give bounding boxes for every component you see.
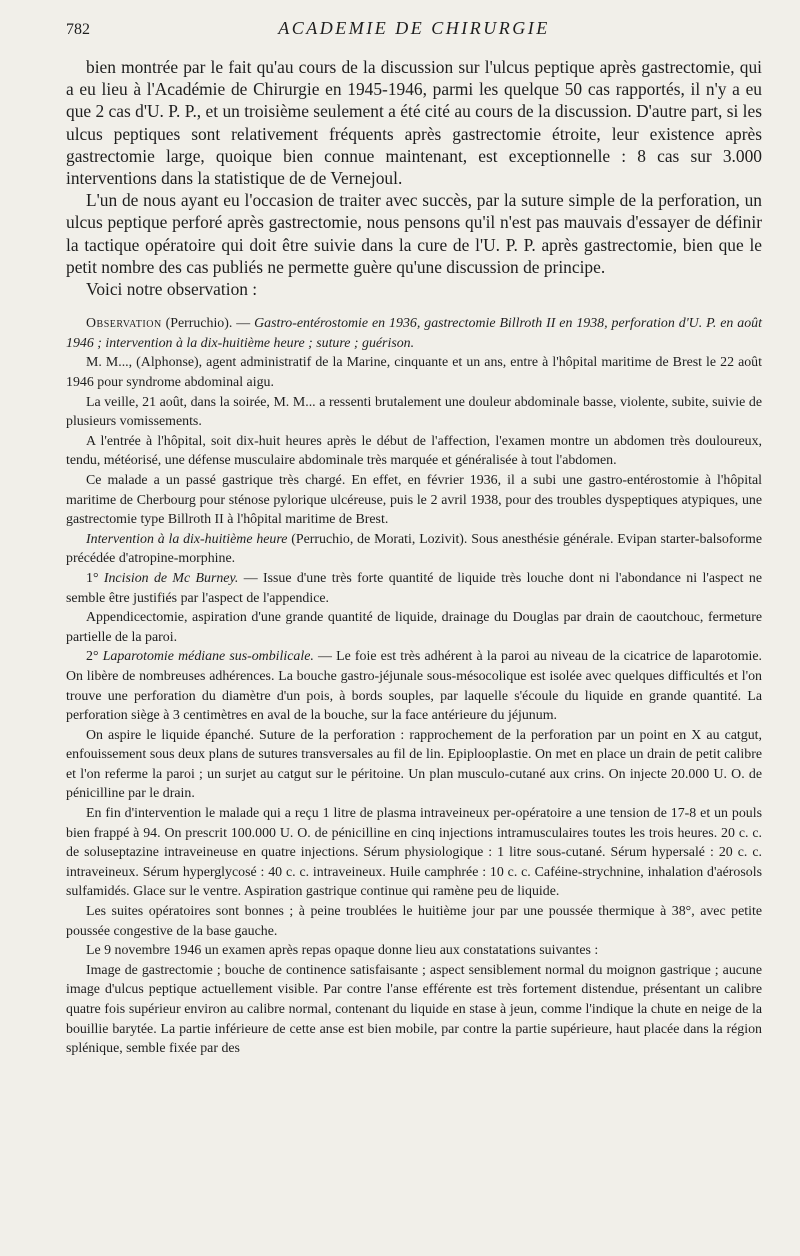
body-paragraph: L'un de nous ayant eu l'occasion de traiter avec succès, par la suture simple de la perforation, un ulcus peptique perforé après gastrectomie, nous pensons qu'il n'est pas mauvais d'essayer de définir la tactique opératoire qui doit être suivie dans la cure de l'U. P. P. après gastrectomie, bien que le petit nombre des cas publiés ne permette guère qu'une discussion de principe. [66,190,762,277]
intervention-text: (Perruchio, de Morati, Lozivit). Sous anesthésie générale. Evipan starter-balsoforme précédée d'atropine-morphine. [66,531,762,567]
observation-paragraph: A l'entrée à l'hôpital, soit dix-huit heures après le début de l'affection, l'examen montre un abdomen très douloureux, tendu, météorisé, une défense musculaire abdominale très marquée et généralisée à tout l'abdomen. [66,433,762,469]
observation-author: (Perruchio). — [161,316,255,332]
intervention-paragraph [66,530,762,569]
intervention-label: Intervention à la dix-huitième heure [86,531,288,547]
step-paragraph [66,647,762,725]
page-number: 782 [66,21,90,38]
observation-paragraph: On aspire le liquide épanché. Suture de la perforation : rapprochement de la perforation par un point en X au catgut, enfouissement sous deux plans de sutures transversales au fil de lin. Epiplooplastie. On met en place un drain de petit calibre et l'on referme la paroi ; un surjet au catgut sur le péritoine. Un plan musculo-cutané aux crins. On injecte 20.000 U. O. de pénicilline par le drain. [66,727,762,802]
body-text [66,56,762,300]
body-paragraph: Voici notre observation : [86,279,258,300]
observation-paragraph: M. M..., (Alphonse), agent administratif de la Marine, cinquante et un ans, entre à l'hôpital maritime de Brest le 22 août 1946 pour syndrome abdominal aigu. [66,355,762,391]
step-number: 2° [86,649,103,665]
observation-title: Gastro-entérostomie en 1936, gastrectomie Billroth II en 1938, perforation d'U. P. en août 1946 ; intervention à la dix-huitième heure ; suture ; guérison. [66,316,762,351]
observation-heading [66,314,762,353]
journal-title: ACADEMIE DE CHIRURGIE [278,18,550,38]
observation-paragraph: Le 9 novembre 1946 un examen après repas opaque donne lieu aux constatations suivantes : [86,943,599,959]
observation-label: Observation [86,316,162,332]
body-paragraph: bien montrée par le fait qu'au cours de la discussion sur l'ulcus peptique après gastrectomie, qui a eu lieu à l'Académie de Chirurgie en 1945-1946, parmi les quelque 50 cas rapportés, il n'y a eu que 2 cas d'U. P. P., et un troisième seulement a été cité au cours de la discussion. D'autre part, si les ulcus peptiques sont relativement fréquents après gastrectomie étroite, leur existence après gastrectomie large, quoique bien connue maintenant, est exceptionnelle : 8 cas sur 3.000 interventions dans la statistique de de Vernejoul. [66,57,762,189]
observation-paragraph: Appendicectomie, aspiration d'une grande quantité de liquide, drainage du Douglas par drain de caoutchouc, fermeture partielle de la paroi. [66,610,762,645]
step-label: Laparotomie médiane sus-ombilicale. [102,649,314,665]
observation-section [66,314,762,1059]
observation-paragraph: La veille, 21 août, dans la soirée, M. M... a ressenti brutalement une douleur abdominale basse, violente, subite, suivie de plusieurs vomissements. [66,394,762,430]
observation-paragraph: En fin d'intervention le malade qui a reçu 1 litre de plasma intraveineux per-opératoire a une tension de 17-8 et un pouls bien frappé à 94. On prescrit 100.000 U. O. de pénicilline en cinq injections intramusculaires toutes les trois heures. 20 c. c. de soluseptazine intraveineuse en quatre injections. Sérum physiologique : 1 litre sous-cutané. Sérum hypersalé : 20 c. c. intraveineux. Sérum hyperglycosé : 40 c. c. intraveineux. Huile camphrée : 10 c. c. Caféine-strychnine, inhalation d'aérosols sulfamidés. Glace sur le ventre. Aspiration gastrique continue qui ramène peu de liquide. [66,806,762,900]
step-text: — Issue d'une très forte quantité de liquide très louche dont ni l'abondance ni l'aspect ne semble être justifiés par l'aspect de l'appendice. [66,570,762,606]
observation-paragraph: Ce malade a un passé gastrique très chargé. En effet, en février 1936, il a subi une gastro-entérostomie à l'hôpital maritime de Cherbourg pour sténose pylorique ulcéreuse, puis le 2 avril 1938, pour des troubles dyspeptiques atypiques, une gastrectomie type Billroth II à l'hôpital maritime de Brest. [66,472,762,528]
step-number: 1° [86,570,104,586]
observation-paragraph: Image de gastrectomie ; bouche de continence satisfaisante ; aspect sensiblement normal du moignon gastrique ; aucune image d'ulcus peptique actuellement visible. Par contre l'anse efférente est très fortement distendue, présentant un calibre quatre fois supérieur environ au calibre normal, contenant du liquide en stase à jeun, comme l'indique la chute en neige de la bouillie barytée. La partie inférieure de cette anse est bien mobile, par contre la partie supérieure, haut placée dans la région splénique, semble fixée par des [66,962,762,1057]
step-text: — Le foie est très adhérent à la paroi au niveau de la cicatrice de laparotomie. On libère de nombreuses adhérences. La bouche gastro-jéjunale sous-mésocolique est isolée avec quelques difficultés et l'on trouve une perforation du diamètre d'un pois, à bords souples, par laquelle s'écoule du liquide en grande quantité. La perforation siège à 3 centimètres en aval de la bouche, sur la face antérieure du jéjunum. [66,649,762,724]
step-label: Incision de Mc Burney. [103,570,239,586]
observation-paragraph: Les suites opératoires sont bonnes ; à peine troublées le huitième jour par une poussée thermique à 38°, avec petite poussée congestive de la base gauche. [66,904,762,939]
step-paragraph [66,569,762,608]
running-head [66,18,762,44]
